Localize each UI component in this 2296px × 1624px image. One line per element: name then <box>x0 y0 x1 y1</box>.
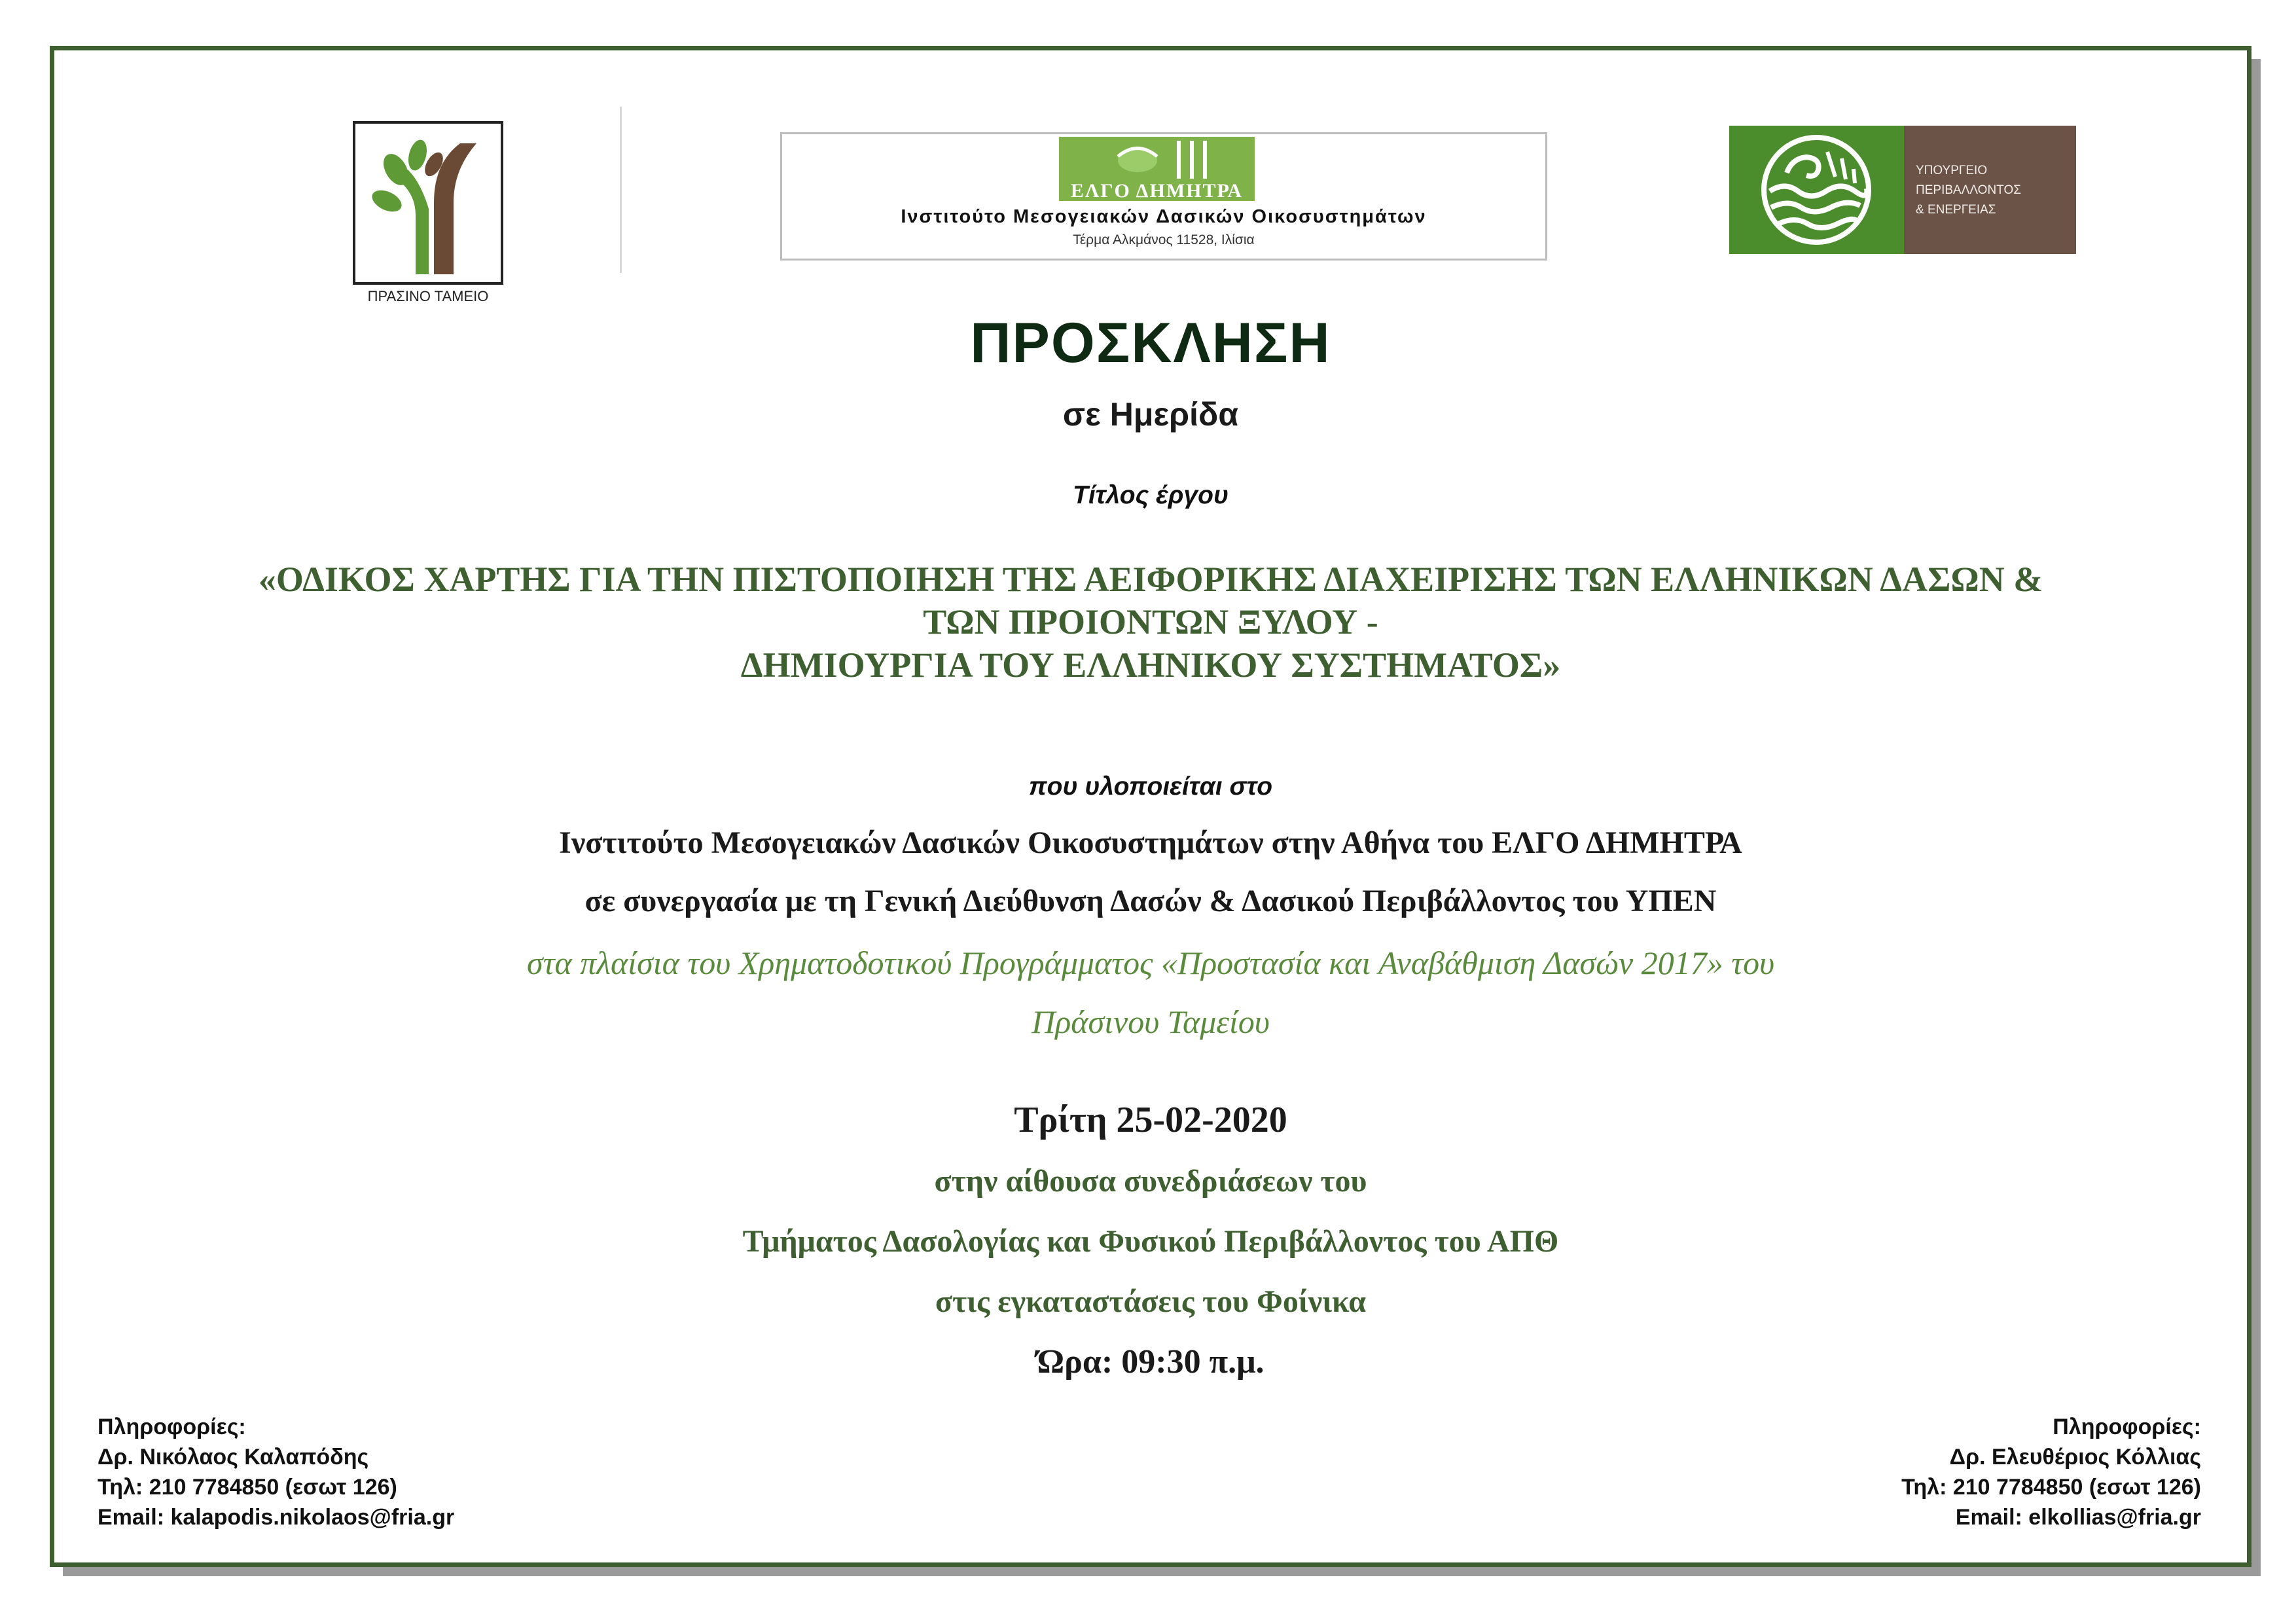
ypen-name-line: ΥΠΟΥΡΓΕΙΟ <box>1916 164 1988 177</box>
elgo-name: ΕΛΓΟ ΔΗΜΗΤΡΑ <box>1070 180 1244 202</box>
prasino-tameio-caption: ΠΡΑΣΙΝΟ ΤΑΜΕΙΟ <box>367 288 489 304</box>
tree-icon <box>355 124 501 282</box>
venue-line: στις εγκαταστάσεις του Φοίνικα <box>935 1284 1367 1319</box>
implementation-label: που υλοποιείται στο <box>1028 772 1273 801</box>
collaboration-line: σε συνεργασία με τη Γενική Διεύθυνση Δασών & Δασικού Περιβάλλοντος του ΥΠΕΝ <box>584 884 1717 918</box>
program-line: στα πλαίσια του Χρηματοδοτικού Προγράμματος «Προστασία και Αναβάθμιση Δασών 2017» του <box>526 945 1775 981</box>
prasino-tameio-logo <box>353 121 510 311</box>
ypen-name-line: & ΕΝΕΡΓΕΙΑΣ <box>1916 203 1996 217</box>
project-label: Τίτλος έργου <box>1073 481 1229 509</box>
ypen-name-line: ΠΕΡΙΒΑΛΛΟΝΤΟΣ <box>1916 183 2021 197</box>
sun-wave-icon <box>1729 126 1904 254</box>
contact-phone: Τηλ: 210 7784850 (εσωτ 126) <box>98 1475 397 1500</box>
contact-email[interactable]: Email: elkollias@fria.gr <box>1955 1505 2201 1530</box>
ypen-logo <box>1729 126 2076 254</box>
ypen-name <box>1916 161 2073 220</box>
invitation-frame <box>50 46 2251 1567</box>
tree-logo-box <box>353 121 503 285</box>
project-title-line: ΔΗΜΙΟΥΡΓΙΑ ΤΟΥ ΕΛΛΗΝΙΚΟΥ ΣΥΣΤΗΜΑΤΟΣ» <box>740 645 1561 685</box>
logo-divider <box>620 107 622 273</box>
contact-label: Πληροφορίες: <box>98 1415 246 1439</box>
program-line: Πράσινου Ταμείου <box>1031 1003 1270 1040</box>
elgo-institute-name: Ινστιτούτο Μεσογειακών Δασικών Οικοσυστημάτων <box>901 206 1427 227</box>
contact-phone: Τηλ: 210 7784850 (εσωτ 126) <box>1901 1475 2201 1500</box>
contact-left <box>98 1412 687 1532</box>
venue-line: Τμήματος Δασολογίας και Φυσικού Περιβάλλοντος του ΑΠΘ <box>742 1224 1559 1259</box>
project-title-line: «ΟΔΙΚΟΣ ΧΑΡΤΗΣ ΓΙΑ ΤΗΝ ΠΙΣΤΟΠΟΙΗΣΗ ΤΗΣ ΑΕΙΦΟΡΙΚΗΣ ΔΙΑΧΕΙΡΙΣΗΣ ΤΩΝ ΕΛΛΗΝΙΚΩΝ ΔΑΣΩΝ & <box>258 560 2043 599</box>
contact-name: Δρ. Νικόλαος Καλαπόδης <box>98 1445 369 1470</box>
elgo-dimitra-logo <box>780 132 1547 261</box>
contact-label: Πληροφορίες: <box>2053 1415 2201 1439</box>
contact-name: Δρ. Ελευθέριος Κόλλιας <box>1949 1445 2201 1470</box>
institute-line: Ινστιτούτο Μεσογειακών Δασικών Οικοσυστημάτων στην Αθήνα του ΕΛΓΟ ΔΗΜΗΤΡΑ <box>559 825 1742 860</box>
contact-right <box>1612 1412 2201 1532</box>
page-title: ΠΡΟΣΚΛΗΣΗ <box>970 312 1331 374</box>
event-time: Ώρα: 09:30 π.μ. <box>1037 1343 1265 1380</box>
event-date: Τρίτη 25-02-2020 <box>1014 1100 1287 1140</box>
elgo-address: Τέρμα Αλκμάνος 11528, Ιλίσια <box>1073 232 1255 247</box>
contact-email[interactable]: Email: kalapodis.nikolaos@fria.gr <box>98 1505 455 1530</box>
page-subtitle: σε Ημερίδα <box>1062 396 1239 433</box>
venue-line: στην αίθουσα συνεδριάσεων του <box>934 1164 1367 1199</box>
project-title-line: ΤΩΝ ΠΡΟΙΟΝΤΩΝ ΞΥΛΟΥ - <box>923 602 1378 641</box>
ypen-emblem <box>1729 126 1904 254</box>
